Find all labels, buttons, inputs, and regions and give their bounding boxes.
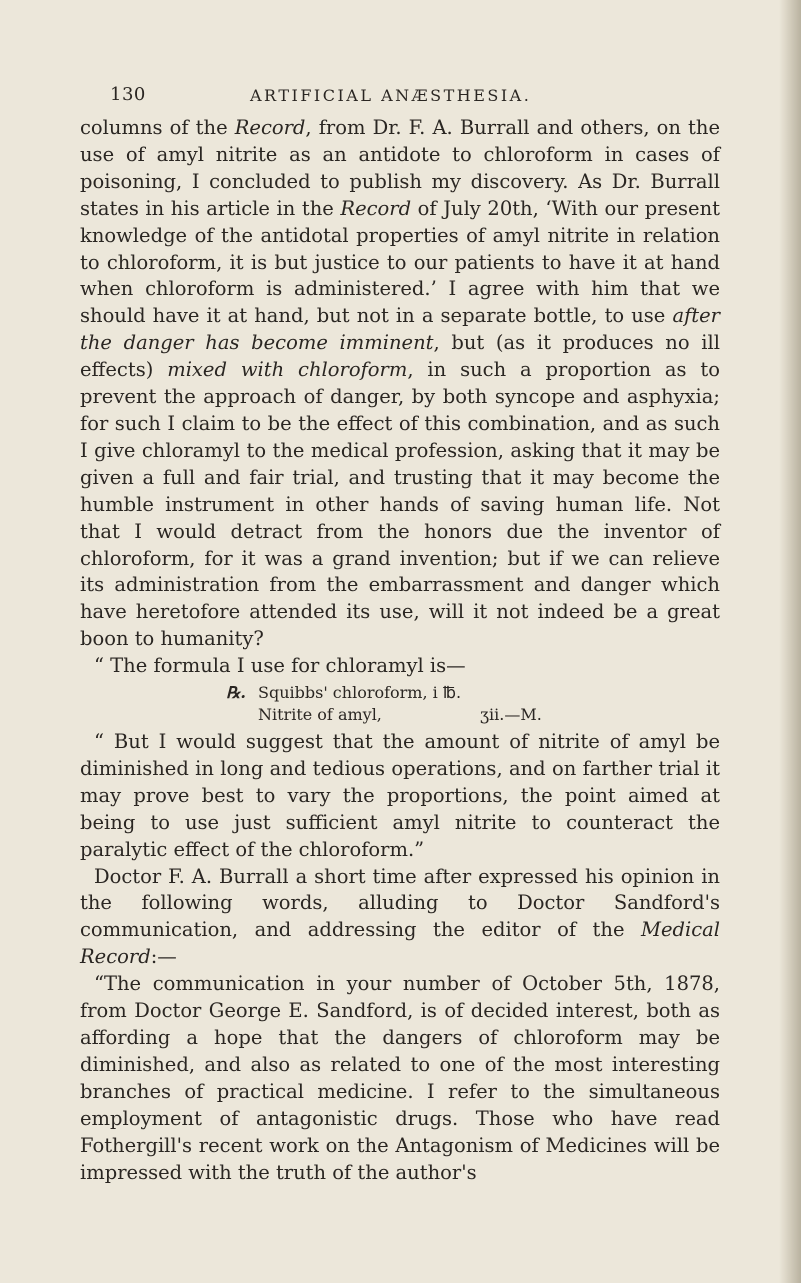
- paragraph-formula-intro: “ The formula I use for chloramyl is—: [94, 654, 466, 678]
- page-number: 130: [110, 84, 146, 105]
- paragraph-continuation: [80, 115, 720, 653]
- text-run: , but (as it produces no ill effects): [80, 331, 720, 382]
- paragraph-suggestion: “ But I would suggest that the amount of nitrite of amyl be diminished in long and tedious operations, and on farther trial it may prove best to vary the proportions, the point aimed at being to use just sufficient amyl nitrite to counteract the paralytic effect of the chloroform.”: [80, 730, 720, 861]
- italic-run: Medical Record: [80, 918, 720, 969]
- text-run: Doctor F. A. Burrall a short time after expressed his opinion in the following words, alluding to Doctor Sandford's communication, and addressing the editor of the: [80, 864, 720, 942]
- prescription-line: [80, 704, 720, 726]
- paragraph-burrall: [80, 864, 720, 972]
- prescription-ingredient: Nitrite of amyl,: [258, 705, 382, 725]
- prescription-ingredient: Squibbs' chloroform, i ℔.: [258, 683, 462, 703]
- recipe-symbol: ℞.: [226, 683, 246, 703]
- text-run: of July 20th, ‘With our present knowledge of the antidotal properties of amyl nitrite in relation to chloroform, it is but justice to our patients to have it at hand when chloroform is administered.’ I agree with him that we should have it at hand, but not in a separate bottle, to use: [80, 196, 720, 328]
- text-run: columns of the: [80, 116, 235, 139]
- text-run: , from Dr. F. A. Burrall and others, on the use of amyl nitrite as an antidote to chloroform in cases of poisoning, I concluded to publish my discovery. As Dr. Burrall states in his article in the: [80, 116, 720, 220]
- text-run: :—: [150, 945, 177, 969]
- prescription-line: [80, 682, 720, 704]
- italic-run: mixed with chloroform: [167, 358, 408, 382]
- page-header: [110, 84, 730, 110]
- prescription: [80, 682, 720, 726]
- prescription-dose: ʒii.—M.: [480, 705, 542, 725]
- italic-run: Record: [340, 196, 412, 220]
- page-body: [80, 115, 720, 1186]
- italic-run: after the danger has become imminent: [80, 304, 720, 355]
- italic-run: Record: [234, 116, 306, 139]
- running-head: ARTIFICIAL ANÆSTHESIA.: [250, 86, 532, 105]
- text-run: , in such a proportion as to prevent the approach of danger, by both syncope and asphyxia; for such I claim to be the effect of this combination, and as such I give chloramyl to the medical profession, asking that it may be given a full and fair trial, and trusting that it may become the humble instrument in other hands of saving human life. Not that I would detract from the honors due the inventor of chloroform, for it was a grand invention; but if we can relieve its administration from the embarrassment and danger which have heretofore attended its use, will it not indeed be a great boon to humanity?: [80, 358, 720, 651]
- prescription-spacer: [80, 704, 258, 726]
- page-edge-shadow: [779, 0, 801, 1283]
- paragraph-quotation: “The communication in your number of October 5th, 1878, from Doctor George E. Sandford, is of decided interest, both as affording a hope that the dangers of chloroform may be diminished, and also as related to one of the most interesting branches of practical medicine. I refer to the simultaneous employment of antagonistic drugs. Those who have read Fothergill's recent work on the Antagonism of Medicines will be impressed with the truth of the author's: [80, 972, 720, 1184]
